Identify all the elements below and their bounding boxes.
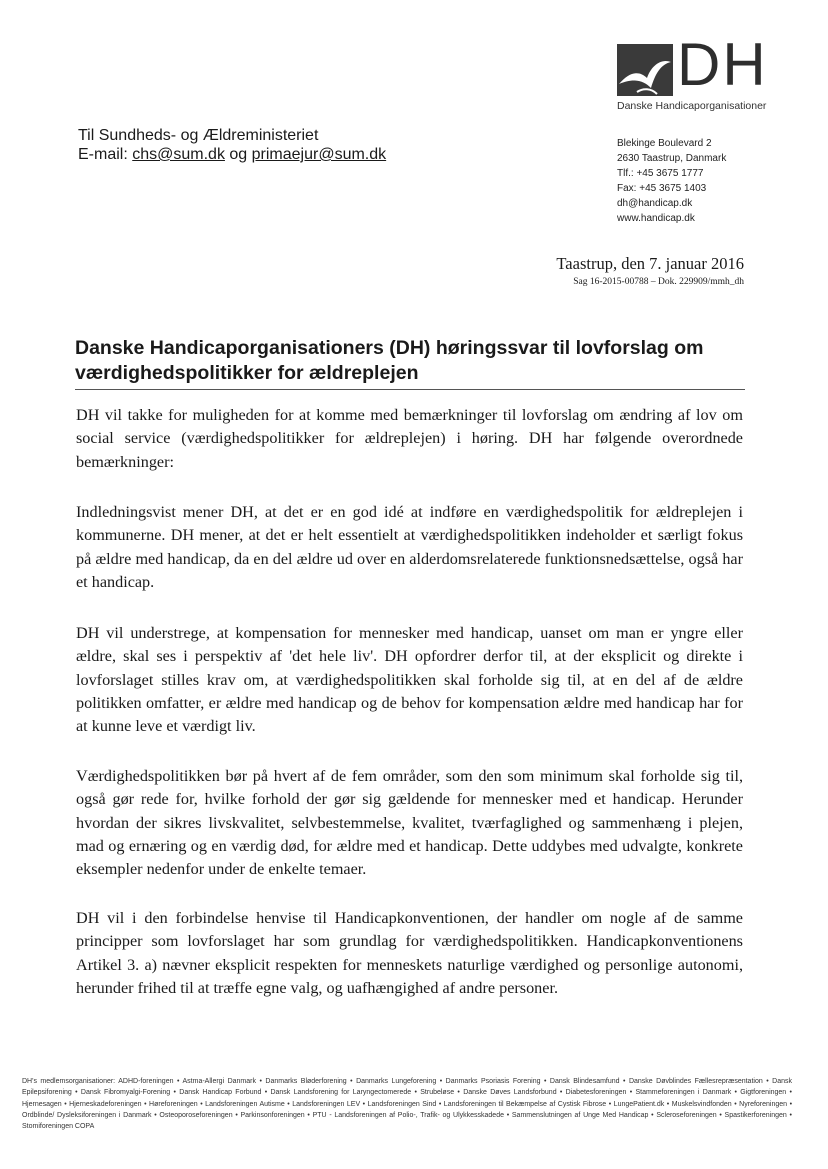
address-fax: Fax: +45 3675 1403	[617, 183, 707, 194]
footer-member-item: • Diabetesforeningen	[556, 1089, 627, 1097]
footer-member-item: • Parkinsonforeningen	[232, 1111, 305, 1119]
address-email: dh@handicap.dk	[617, 198, 693, 209]
title-divider	[75, 389, 745, 390]
document-title: Danske Handicaporganisationers (DH) høringssvar til lovforslag om værdighedspolitikker for ældreplejen	[75, 337, 704, 384]
email-link-chs[interactable]: chs@sum.dk	[132, 146, 225, 163]
footer-member-item: • LungePatient.dk	[606, 1100, 665, 1108]
recipient-email-line	[78, 145, 386, 164]
email-prefix: E-mail:	[78, 146, 133, 163]
dateline	[556, 253, 744, 289]
footer-member-item: • Landsforeningen til Bekæmpelse af Cystisk Fibrose	[436, 1100, 607, 1108]
body-paragraph-5: DH vil i den forbindelse henvise til Handicapkonventionen, der handler om nogle af de samme principper som lovforslaget har som grundlag for værdighedspolitikken. Handicapkonventionens Artikel 3. a) nævner eksplicit respekten for menneskets naturlige værdighed og personlige autonomi, herunder frihed til at træffe egne valg, og uafhængighed af andre personer.	[76, 909, 743, 997]
body-paragraph-3: DH vil understrege, at kompensation for mennesker med handicap, uanset om man er yngre eller ældre, skal ses i perspektiv af 'det hele liv'. DH opfordrer derfor til, at der eksplicit og direkte i lovforslaget stilles krav om, at værdighedspolitikken skal forholde sig til, at en del af de ældre politikken omfatter, er ældre med handicap og de behov for kompensation ældre med handicap har for at kunne leve et værdigt liv.	[76, 624, 743, 736]
footer-member-item: • Strubeløse	[411, 1089, 455, 1097]
footer-member-item: • Dansk Fibromyalgi-Forening	[71, 1089, 171, 1097]
email-joiner: og	[224, 146, 252, 163]
footer-member-item: • Landsforeningen Autisme	[197, 1100, 285, 1108]
address-web: www.handicap.dk	[617, 213, 695, 224]
body-paragraph-2: Indledningsvist mener DH, at det er en god idé at indføre en værdighedspolitik for ældreplejen i kommunerne. DH mener, at det er helt essentielt at værdighedspolitikken indeholder et særligt fokus på ældre med handicap, da en del ældre ud over en alderdomsrelaterede funktionsnedsættelse, også har et handicap.	[76, 503, 743, 591]
footer-member-item: • Hjernesagen	[22, 1089, 792, 1108]
recipient-block	[78, 126, 386, 164]
footer-member-item: • Stammeforeningen i Danmark	[626, 1089, 732, 1097]
footer-member-item: • Ordblinde/ Dysleksiforeningen i Danmark	[22, 1100, 793, 1119]
body-paragraph-4: Værdighedspolitikken bør på hvert af de fem områder, som den som minimum skal forholde sig til, også gør rede for, hvilke forhold der gør sig gældende for mennesker med et handicap. Herunder hvordan der sikres livskvalitet, selvbestemmelse, kvalitet, tværfaglighed og sammenhæng i plejen, mad og ernæring og en værdig død, for ældre med et handicap. Dette uddybes med udvalgte, konkrete eksempler nedenfor under de enkelte temaer.	[76, 767, 743, 879]
footer-member-item: • Stomiforeningen COPA	[22, 1111, 792, 1131]
footer-member-item: • Dansk Epilepsiforening	[22, 1078, 792, 1097]
footer-member-item: • Hjerneskadeforeningen	[61, 1100, 142, 1108]
footer-member-item: • Gigtforeningen	[731, 1089, 787, 1097]
footer-member-item: • Høreforeningen	[141, 1100, 198, 1108]
footer-member-item: • PTU - Landsforeningen af Polio-, Trafik- og Ulykkesskadede	[304, 1111, 504, 1119]
address-street: Blekinge Boulevard 2	[617, 138, 712, 149]
footer-member-item: • Astma-Allergi Danmark	[173, 1078, 256, 1085]
case-reference: Sag 16-2015-00788 – Dok. 229909/mmh_dh	[573, 277, 744, 287]
recipient-name: Til Sundheds- og Ældreministeriet	[78, 127, 319, 144]
footer-member-list	[22, 1078, 792, 1130]
body-paragraph-1: DH vil takke for muligheden for at komme med bemærkninger til lovforslag om ændring af lov om social service (værdighedspolitikker for ældreplejen) i høring. DH har følgende overordnede bemærkninger:	[76, 406, 743, 471]
footer-member-item: • Landsforeningen Sind	[360, 1100, 437, 1108]
footer-member-item: • Dansk Blindesamfund	[540, 1078, 620, 1085]
logo-organisation-name: Danske Handicaporganisationer	[617, 100, 767, 112]
footer-member-item: • Spastikerforeningen	[716, 1111, 787, 1119]
footer-label: DH's medlemsorganisationer:	[22, 1078, 116, 1085]
footer-member-item: • Dansk Landsforening for Laryngectomerede	[261, 1089, 412, 1097]
logo-letters: DH	[677, 31, 768, 98]
footer-member-item: • Danmarks Lungeforening	[346, 1078, 437, 1085]
footer-member-item: • Dansk Handicap Forbund	[170, 1089, 262, 1097]
bird-icon	[617, 44, 673, 96]
footer-member-item: • Danske Døvblindes Fællesrepræsentation	[619, 1078, 763, 1085]
address-city: 2630 Taastrup, Danmark	[617, 153, 727, 164]
footer-member-item: • Danmarks Bløderforening	[256, 1078, 347, 1085]
footer-member-item: • Danske Døves Landsforbund	[454, 1089, 557, 1097]
footer-member-item: • Danmarks Psoriasis Forening	[436, 1078, 541, 1085]
footer-member-item: • Muskelsvindfonden	[664, 1100, 732, 1108]
footer-member-item: • Scleroseforeningen	[648, 1111, 717, 1119]
sender-address	[617, 136, 726, 226]
footer-member-item: • Landsforeningen LEV	[284, 1100, 361, 1108]
footer-member-item: • Osteoporoseforeningen	[151, 1111, 233, 1119]
footer-member-item: • Nyreforeningen	[731, 1100, 788, 1108]
footer-member-item: • Sammenslutningen af Unge Med Handicap	[504, 1111, 649, 1119]
dh-logo	[617, 31, 785, 113]
letter-date: Taastrup, den 7. januar 2016	[556, 254, 744, 273]
member-organisations-footer	[22, 1076, 792, 1132]
address-phone: Tlf.: +45 3675 1777	[617, 168, 704, 179]
email-link-primaejur[interactable]: primaejur@sum.dk	[251, 146, 387, 163]
footer-member-item: ADHD-foreningen	[118, 1078, 174, 1085]
